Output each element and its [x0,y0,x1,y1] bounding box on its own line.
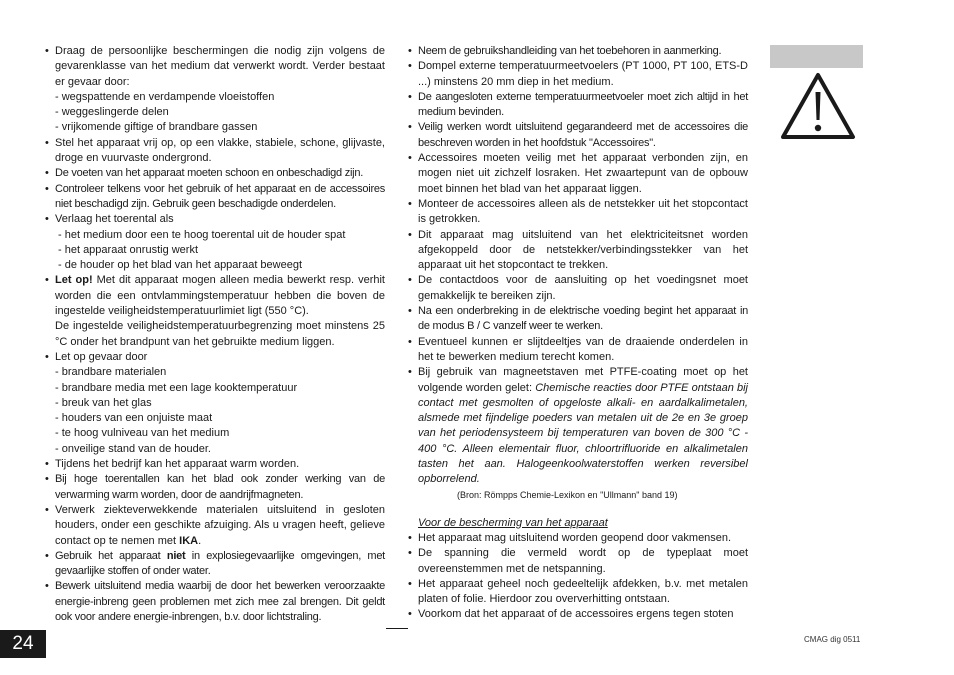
sub-item: - breuk van het glas [55,396,152,409]
list-item: • Het apparaat mag uitsluitend worden geopend door vakmensen. [407,531,748,546]
list-item: • Dompel externe temperatuurmeetvoelers (PT 1000, PT 100, ETS-D ...) minstens 20 mm diep in het medium. [407,59,748,90]
list-item-text: Bij gebruik van magneetstaven met PTFE-coating moet op het volgende worden gelet: [418,366,748,394]
list-item: • Eventueel kunnen er slijtdeeltjes van de draaiende onderdelen in het te bewerken medium terecht komen. [407,335,748,366]
source-citation: (Bron: Römpps Chemie-Lexikon en "Ullmann" band 19) [457,489,678,500]
list-item: • Na een onderbreking in de elektrische voeding begint het apparaat in de modus B / C vanzelf weer te werken. [407,304,748,335]
page-number: 24 [0,630,46,658]
sub-item: - te hoog vulniveau van het medium [55,427,230,440]
warning-label: Let op! [55,274,93,287]
list-item: • Monteer de accessoires alleen als de netstekker uit het stopcontact is getrokken. [407,197,748,228]
sub-item: - de houder op het blad van het apparaat beweegt [58,259,303,272]
list-item: • De spanning die vermeld wordt op de typeplaat moet overeenstemmen met de netspanning. [407,546,748,577]
list-item: • Draag de persoonlijke beschermingen die nodig zijn volgens de gevarenklasse van het medium dat verwerkt wordt. Verder bestaat er gevaar door: [44,44,385,90]
sub-item: - vrijkomende giftige of brandbare gassen [55,121,258,134]
list-item: • Controleer telkens voor het gebruik of het apparaat en de accessoires niet beschadigd zijn. Gebruik geen beschadigde onderdelen. [44,182,385,213]
sub-item: - wegspattende en verdampende vloeistoffen [55,90,275,103]
list-item-text: in explosiegevaarlijke omgevingen, met gevaarlijke stoffen of onder water. [55,549,385,578]
sub-item: - onveilige stand van de houder. [55,442,211,455]
list-item: • Dit apparaat mag uitsluitend van het elektriciteitsnet worden afgekoppeld door de netstekker/verbindingsstekker van het apparaat uit het stopcontact te trekken. [407,228,748,274]
warning-header-bar [770,45,863,68]
sub-item: - het medium door een te hoog toerental uit de houder spat [58,228,346,241]
list-item: • Tijdens het bedrijf kan het apparaat warm worden. [44,457,385,472]
list-item: • De aangesloten externe temperatuurmeetvoeler moet zich altijd in het medium bevinden. [407,90,748,121]
list-item [44,273,385,319]
list-item: • Voorkom dat het apparaat of de accessoires ergens tegen stoten [407,607,748,622]
sub-item: - brandbare materialen [55,366,167,379]
list-item: • De voeten van het apparaat moeten schoon en onbeschadigd zijn. [44,166,385,181]
list-item-text: Gebruik het apparaat [55,549,167,562]
emphasis: niet [166,549,186,562]
list-item: • Accessoires moeten veilig met het apparaat verbonden zijn, en mogen niet uit zichzelf losraken. Het zwaartepunt van de opbouw moet binnen het blad van het apparaat liggen. [407,151,748,197]
sub-item: - houders van een onjuiste maat [55,412,213,425]
list-item: • Veilig werken wordt uitsluitend gegarandeerd met de accessoires die beschreven worden in het hoofdstuk "Accessoires". [407,120,748,151]
paragraph: De ingestelde veiligheidstemperatuurbegrenzing moet minstens 25 °C onder het brandpunt van het gebruikte medium liggen. [55,320,385,348]
list-item: • Verlaag het toerental als [44,212,385,227]
list-item [44,549,385,580]
right-column [407,44,748,623]
list-item: • De contactdoos voor de aansluiting op het voedingsnet moet gemakkelijk te bereiken zijn. [407,273,748,304]
list-item-text: Verwerk ziekteverwekkende materialen uitsluitend in gesloten houders, onder een geschikte afzuiging. Als u vragen heeft, gelieve contact op te nemen met [55,503,385,547]
list-item: • Bewerk uitsluitend media waarbij de door het bewerken veroorzaakte energie-inbreng geen problemen met zich mee zal brengen. Dit geldt ook voor andere energie-inbrengen, b.v. door lichtstraling. [44,579,385,625]
list-item: • Bij hoge toerentallen kan het blad ook zonder werking van de verwarming warm worden, door de aandrijfmagneten. [44,472,385,503]
warning-triangle-icon [780,72,856,140]
section-heading: Voor de bescherming van het apparaat [418,516,608,529]
footer-code: CMAG dig 0511 [804,635,861,644]
brand-name: IKA [179,534,199,547]
list-item [407,365,748,487]
sub-item: - brandbare media met een lage kooktemperatuur [55,381,298,394]
sub-item: - het apparaat onrustig werkt [58,243,199,256]
list-item: • Let op gevaar door [44,350,385,365]
list-item: • Neem de gebruikshandleiding van het toebehoren in aanmerking. [407,44,748,59]
sub-item: - weggeslingerde delen [55,106,169,119]
list-item [44,503,385,549]
list-item-text: Met dit apparaat mogen alleen media bewerkt resp. verhit worden die een ontvlammingstemperatuur hebben die boven de ingestelde veiligheidstemperatuurlimiet ligt (550 °C). [55,274,385,318]
italic-quote: Chemische reacties door PTFE ontstaan bij contact met gesmolten of opgeloste alkali- en aardalkalimetalen, alsmede met fijndelige poeders van metalen uit de 2e en 3e groep van het periodensysteem bij temperaturen van boven de 300 °C - 400 °C. Alleen elementair fluor, chloortrifluoride en alkalimetalen tasten het aan. Halogeenkoolwaterstoffen werken reversibel opborrelend. [418,381,749,486]
punctuation: . [198,534,202,547]
left-column [44,44,385,625]
list-item: • Het apparaat geheel noch gedeeltelijk afdekken, b.v. met metalen platen of folie. Hierdoor zou oververhitting ontstaan. [407,577,748,608]
continuation-mark [386,628,408,629]
list-item: • Stel het apparaat vrij op, op een vlakke, stabiele, schone, glijvaste, droge en vuurvaste ondergrond. [44,136,385,167]
